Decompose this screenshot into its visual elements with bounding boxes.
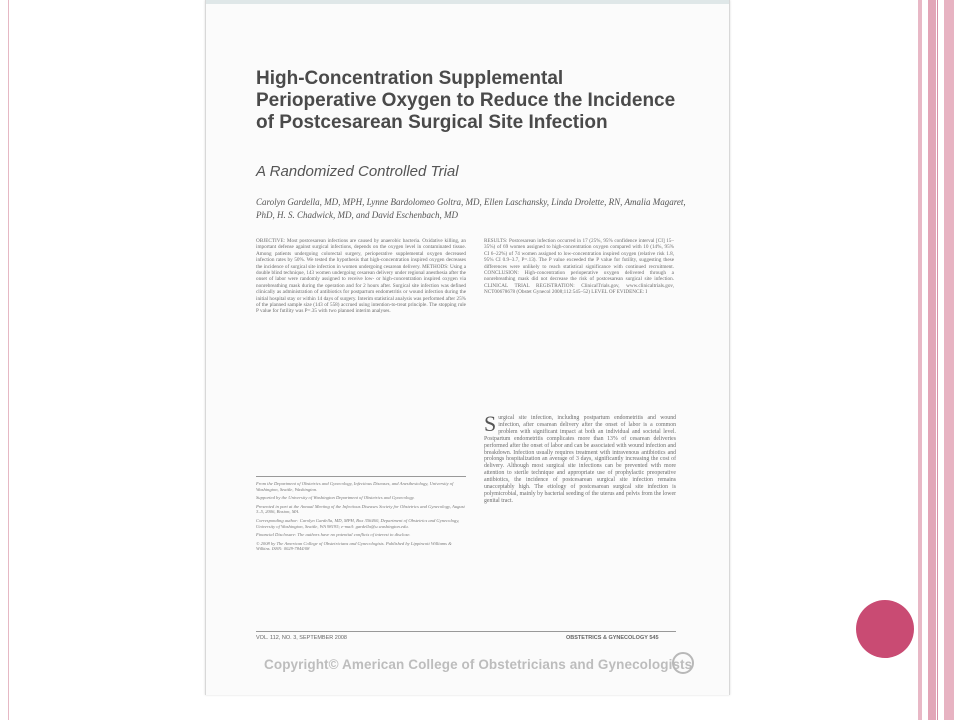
footnote: Financial Disclosure: The authors have no potential conflicts of interest to disclose. [256,532,411,538]
drop-cap: S [484,411,497,436]
footnote: Corresponding author: Carolyn Gardella, MD, MPH, Box 356460, Department of Obstetrics and Gynecology, University of Washington, Seattle, WA 98195; e-mail: gardella@u.washington.edu. [256,517,460,529]
decorative-circle [856,600,914,658]
slide-frame-right-stripe [928,0,936,720]
journal-name-page: OBSTETRICS & GYNECOLOGY 545 [566,635,659,641]
footer-rule [256,631,676,632]
slide-frame-left-line [8,0,9,720]
article-title: High-Concentration Supplemental Perioperative Oxygen to Reduce the Incidence of Postcesarean Surgical Site Infection [256,68,676,133]
footnote: © 2008 by The American College of Obstetricians and Gynecologists. Published by Lippincott Williams & Wilkins. ISSN: 0029-7844/08 [256,540,452,552]
slide-frame-right-stripe [937,0,938,720]
article-subtitle: A Randomized Controlled Trial [256,163,459,180]
footnote: Presented in part at the Annual Meeting of the Infectious Diseases Society for Obstetrics and Gynecology, August 3–5, 2006, Boston, MA. [256,503,465,515]
page-top-edge [206,0,729,4]
slide-frame-right-stripe [944,0,954,720]
footnote: From the Department of Obstetrics and Gynecology, Infectious Diseases, and Anesthesiology, University of Washington, Seattle, Washington. [256,481,454,492]
abstract-left-column: OBJECTIVE: Most postcesarean infections are caused by anaerobic bacteria. Oxidative killing, an important defense against surgical infections, depends on the oxygen level in contaminated tissue. Among patients undergoing colorectal surgery, perioperative supplemental oxygen decreased infection rates by 50%. We tested the hypothesis that high-concentration inspired oxygen decreases the incidence of surgical site infection in women undergoing cesarean delivery. METHODS: Using a double blind technique, 143 women undergoing cesarean delivery under regional anesthesia after the onset of labor were randomly assigned to receive low- or high-concentration inspired oxygen via nonrebreathing mask during the operation and for 2 hours after. Surgical site infection was defined clinically as administration of antibiotics for postpartum endometritis or wound infection during the initial hospital stay or within 14 days of surgery. Interim statistical analysis was performed after 25% of the planned sample size (143 of 558) accrued using intention-to-treat principle. The stopping rule P value for futility was P=.35 with two planned interim analyses. [256,238,466,315]
article-footnotes [256,476,466,555]
introduction-body: urgical site infection, including postpartum endometritis and wound infection, after cesarean delivery after the onset of labor is a common problem with significant impact at both an individual and societal level. Postpartum endometritis complicates more than 13% of cesarean deliveries performed after the onset of labor and can be associated with wound infection and breakdown. Infection usually requires treatment with intravenous antibiotics and prolongs hospitalization an average of 3 days, significantly increasing the cost of delivery. Although most surgical site infections can be prevented with more attention to sterile technique and appropriate use of prophylactic preoperative antibiotics, the incidence of postcesarean surgical site infection remains unacceptably high. The etiology of postcesarean surgical site infection is polymicrobial, mainly by bacterial seeding of the uterus and pelvis from the lower genital tract. [484,415,676,504]
journal-article-page [205,0,730,695]
introduction-text [484,411,676,505]
article-authors: Carolyn Gardella, MD, MPH, Lynne Bardolomeo Goltra, MD, Ellen Laschansky, Linda Drolette, RN, Amalia Magaret, PhD, H. S. Chadwick, MD, and David Eschenbach, MD [256,197,686,220]
footnote: Supported by the University of Washington Department of Obstetrics and Gynecology. [256,495,415,501]
abstract-right-column: RESULTS: Postcesarean infection occurred in 17 (25%, 95% confidence interval [CI] 15–35%) of 69 women assigned to high-concentration oxygen compared with 10 (14%, 95% CI 6–22%) of 74 women assigned to low-concentration inspired oxygen (relative risk 1.8, 95% CI 0.9–3.7, P=.13). The P value exceeded the P value for futility, suggesting these differences were unlikely to reach statistical significance with continued recruitment. CONCLUSION: High-concentration perioperative oxygen delivered through a nonrebreathing mask did not decrease the risk of postcesarean surgical site infection. CLINICAL TRIAL REGISTRATION: ClinicalTrials.gov, www.clinicaltrials.gov, NCT00678678 (Obstet Gynecol 2008;112:545–52) LEVEL OF EVIDENCE: I [484,238,674,296]
acog-logo-icon [672,652,694,674]
copyright-watermark: Copyright© American College of Obstetricians and Gynecologists [264,657,693,672]
slide-frame-right-stripe [918,0,922,720]
journal-volume: VOL. 112, NO. 3, SEPTEMBER 2008 [256,635,347,641]
